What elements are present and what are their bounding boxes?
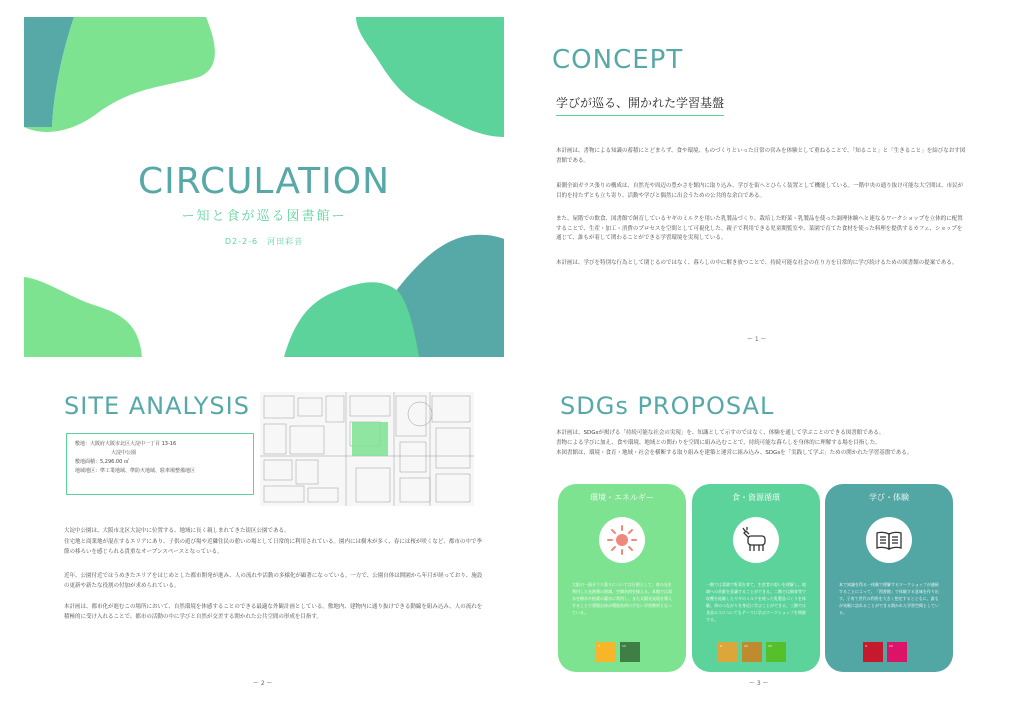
sdg-goal-2-badge: 2 xyxy=(718,642,738,662)
card-icon-circle xyxy=(866,517,912,563)
site-info-zoning: 地域地区：準工業地域、準防火地域、駐車場整備地区 xyxy=(75,468,196,474)
sdgs-paragraph-2: 書物による学びに加え、食や環境、地域との関わりを空間に組み込むことで、持続可能な暮らしを身体的に理解する場を目指した。 xyxy=(556,440,881,446)
site-paragraph-2: 住宅地と商業地が混在するエリアにあり、子供の遊び場や近隣住民の憩いの場として日常的に利用されている。園内には樹木が多く、春には桜が咲くなど、都市の中で季節の移ろいを感じられる貴重なオープンスペースとなっている。 xyxy=(64,539,482,555)
cover-title: CIRCULATION xyxy=(137,161,391,202)
goat-icon xyxy=(741,525,771,555)
card-learning-experience xyxy=(825,484,953,672)
card-icon-circle xyxy=(599,517,645,563)
card-title: 環境・エネルギー xyxy=(590,493,654,502)
book-icon xyxy=(874,525,904,555)
sdg-goal-4-badge: 4 xyxy=(863,642,883,662)
cover-subtitle: ー知と食が巡る図書館ー xyxy=(181,209,347,224)
concept-page xyxy=(520,17,1000,357)
card-text: 本で知識を得る一体験で理解するワークショップが連続することによって、「図書館」で体験する意味を作り出す。子育て世代の利用を大きく想定するとともに、誰もが気軽に訪れることができる開かれた学習空間としている。 xyxy=(839,582,939,615)
site-map-image xyxy=(260,392,474,506)
card-text: 大阪の一面ガラス張りについては日照として、春の光を利用した光熱費の削減、空調負荷を抑える。本館では雨水を樹木や植栽の灌水に利用し、また太陽光発電を導入することで建築自体が環境負荷の少ない学習教材となっている。 xyxy=(572,582,672,615)
concept-heading: 学びが巡る、開かれた学習基盤 xyxy=(556,94,724,116)
site-paragraph-4: 本計画は、都市化が進むこの場所において、自然環境を体感することのできる最適な外観計画としている。敷地内、建物内に通り抜けできる動線を組み込み、人の流れを積極的に受け入れることで、都市の活動の中に学びと自然が交差する開かれた公共空間の形成を目指す。 xyxy=(64,604,483,620)
card-title: 学び・体験 xyxy=(869,493,909,502)
site-info-area: 敷地面積：5,296.00 ㎡ xyxy=(75,459,129,465)
sun-icon xyxy=(607,525,637,555)
site-info-address: 敷地：大阪府大阪市北区大淀中一丁目 13-16 xyxy=(75,441,177,447)
site-info-box xyxy=(66,433,254,495)
card-text: 一階では菜園で野菜を育て、生産者の思いを理解し、地域への貢献を意識することができる。二階では飼育等で収穫を経験したヤギのミルクを使った乳製品づくりを体験。命のつながりを身近に学ぶことができる。三階では食品ロスについてもテーマに学ぶワークショップを開催する。 xyxy=(706,582,806,622)
card-environment-energy xyxy=(558,484,686,672)
site-page xyxy=(24,372,504,702)
page-number: ー 1 ー xyxy=(747,336,767,343)
concept-paragraph-4: 本計画は、学びを特別な行為として閉じるのではなく、暮らしの中に解き放つことで、持続可能な社会の在り方を日常的に学び続けるための図書館の提案である。 xyxy=(556,260,958,266)
page-number: ー 2 ー xyxy=(253,680,273,687)
site-paragraph-3: 近年、公園付近ではうめきたエリアをはじめとした都市開発が進み、人の流れや活動の多様化が顕著になっている。一方で、公園自体は開園から年月が経っており、施設の更新や新たな役割の付加が求められている。 xyxy=(64,573,483,589)
sdgs-paragraph-1: 本計画は、SDGsが掲げる「持続可能な社会の実現」を、知識として示すのではなく、体験を通して学ぶことのできる図書館である。 xyxy=(556,430,885,436)
card-food-resource xyxy=(692,484,820,672)
sdg-goal-7-badge: 7 xyxy=(596,642,616,662)
site-info-park: 大淀中公園 xyxy=(111,450,137,456)
sdgs-paragraph-3: 本図書館は、環境・食育・地域・社会を横断する取り組みを建築と運営に組み込み、SDGsを「実践して学ぶ」ための開かれた学習基盤である。 xyxy=(556,450,913,456)
cover-author: D2-2-6 河田彩音 xyxy=(224,237,304,246)
concept-paragraph-3: また、屋階での飲食、図書館で飼育しているヤギのミルクを用いた乳製品づくり、栽培した野菜・乳製品を使った調理体験へと連なるワークショップを立体的に配置することで、生産・加工・消費のプロセスを空間として可視化した。親子で利用できる児童閲覧室や、菜園で育てた食材を使った料理を提供するカフェ、ショップを通じて、誰もが着して関わることができる学習環境を実現している。 xyxy=(556,216,963,241)
sdg-goal-13-badge: 13 xyxy=(620,642,640,662)
page-number: ー 3 ー xyxy=(749,680,769,687)
sdgs-page xyxy=(520,372,1000,702)
concept-title: CONCEPT xyxy=(552,45,684,75)
sdg-goal-10-badge: 10 xyxy=(887,642,907,662)
cover-page xyxy=(24,17,504,357)
site-highlight xyxy=(352,422,388,456)
card-title: 食・資源循環 xyxy=(732,493,780,502)
site-paragraph-1: 大淀中公園は、大阪市北区大淀中に位置する、地域に長く親しまれてきた街区公園である。 xyxy=(64,528,290,534)
site-title: SITE ANALYSIS xyxy=(64,392,250,420)
sdg-goal-12-badge: 12 xyxy=(742,642,762,662)
sdg-goal-15-badge: 15 xyxy=(766,642,786,662)
concept-paragraph-2: 東側全面ガラス張りの構成は、自然光や周辺の豊かさを館内に取り込み、学びを街へとひらく装置として機能している。一階中央の通り抜け可能な大空間は、市民が目的を持たずとも立ち寄り、活動や学びと偶然に出会うための公共的な余白である。 xyxy=(556,183,964,199)
card-icon-circle xyxy=(733,517,779,563)
concept-paragraph-1: 本計画は、書物による知識の蓄積にとどまらず、食や環境、ものづくりといった日常の営みを体験として重ねることで、「知ること」と「生きること」を結びなおす図書館である。 xyxy=(556,148,966,164)
sdgs-title: SDGs PROPOSAL xyxy=(560,392,775,420)
